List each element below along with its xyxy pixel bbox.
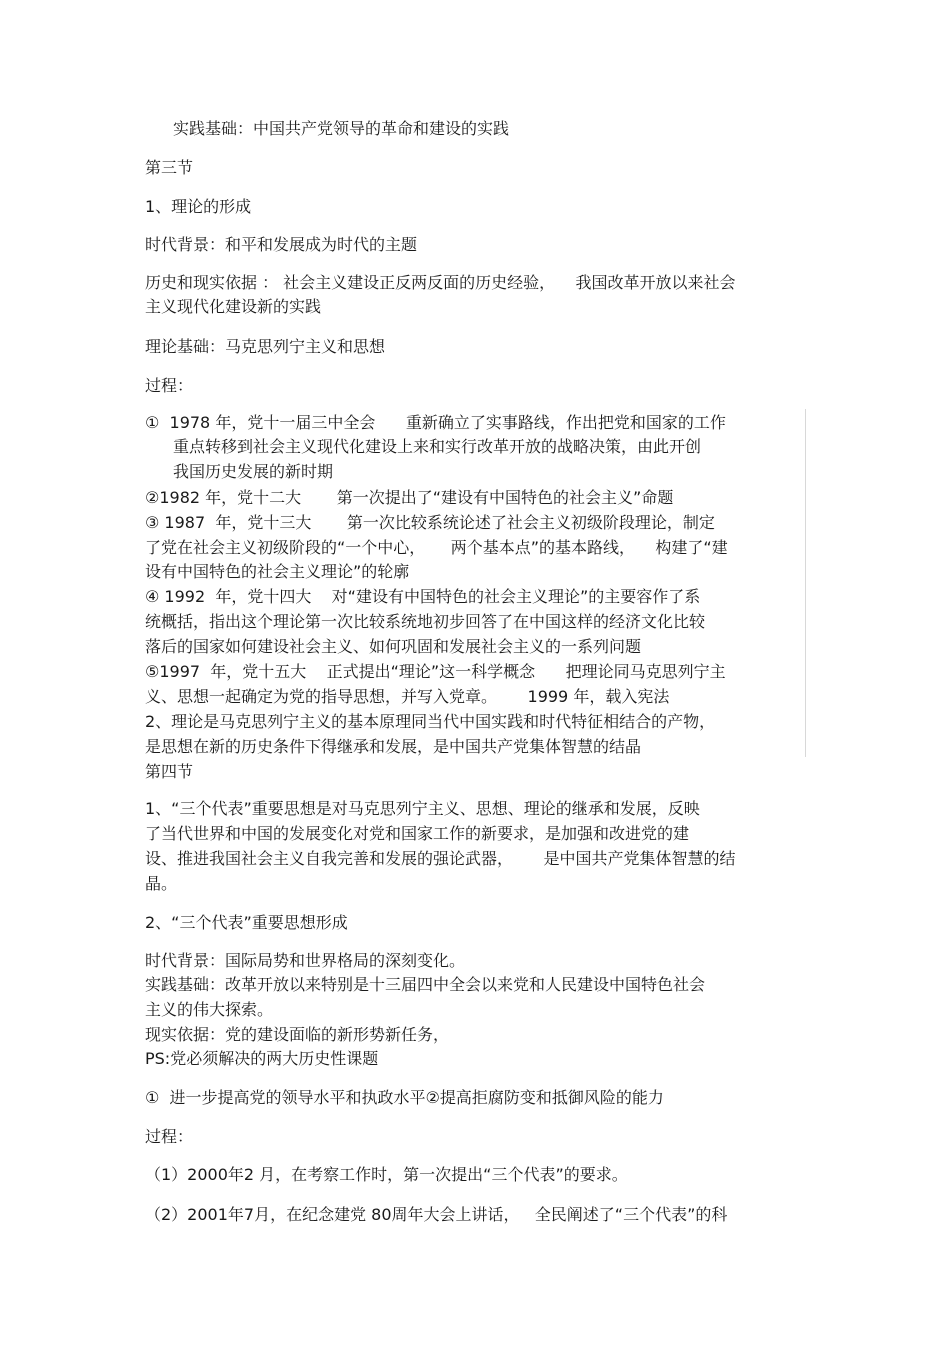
text-line: 时代背景：国际局势和世界格局的深刻变化。 [145, 951, 466, 970]
list-item: ⑤1997 年，党十五大 正式提出“理论”这一科学概念 把理论同马克思列宁主 [145, 662, 726, 681]
section-heading: 第三节 [145, 158, 194, 177]
text-line: PS:党必须解决的两大历史性课题 [145, 1049, 379, 1068]
text-line: 设、推进我国社会主义自我完善和发展的强论武器， 是中国共产党集体智慧的结 [145, 849, 736, 868]
text-line: 实践基础：中国共产党领导的革命和建设的实践 [173, 119, 510, 138]
list-item: ②1982 年，党十二大 第一次提出了“建设有中国特色的社会主义”命题 [145, 488, 674, 507]
text-line: 2、理论是马克思列宁主义的基本原理同当代中国实践和时代特征相结合的产物， [145, 712, 716, 731]
text-line: 实践基础：改革开放以来特别是十三届四中全会以来党和人民建设中国特色社会 [145, 975, 706, 994]
list-item: ① 1978 年，党十一届三中全会 重新确立了实事路线，作出把党和国家的工作 [145, 413, 726, 432]
text-line: 重点转移到社会主义现代化建设上来和实行改革开放的战略决策，由此开创 [173, 437, 702, 456]
margin-rule [805, 409, 806, 757]
list-item: ④ 1992 年，党十四大 对“建设有中国特色的社会主义理论”的主要容作了系 [145, 587, 701, 606]
text-line: 过程： [145, 376, 194, 395]
text-line: 设有中国特色的社会主义理论”的轮廓 [145, 562, 410, 581]
text-line: 了党在社会主义初级阶段的“一个中心， 两个基本点”的基本路线， 构建了“建 [145, 538, 728, 557]
section-heading: 第四节 [145, 762, 194, 781]
text-line: 现实依据：党的建设面临的新形势新任务， [145, 1025, 450, 1044]
text-line: 统概括，指出这个理论第一次比较系统地初步回答了在中国这样的经济文化比较 [145, 612, 706, 631]
text-line: 2、“三个代表”重要思想形成 [145, 913, 348, 932]
list-item: （2）2001年7月，在纪念建党 80周年大会上讲话， 全民阐述了“三个代表”的科 [145, 1205, 728, 1224]
text-line: 历史和现实依据 ： 社会主义建设正反两反面的历史经验， 我国改革开放以来社会 [145, 273, 736, 292]
text-line: 落后的国家如何建设社会主义、如何巩固和发展社会主义的一系列问题 [145, 637, 642, 656]
text-line: 主义的伟大探索。 [145, 1000, 274, 1019]
text-line: 过程： [145, 1127, 194, 1146]
text-line: 是思想在新的历史条件下得继承和发展，是中国共产党集体智慧的结晶 [145, 737, 642, 756]
text-line: 了当代世界和中国的发展变化对党和国家工作的新要求，是加强和改进党的建 [145, 824, 690, 843]
text-line: 1、理论的形成 [145, 197, 252, 216]
text-line: 我国历史发展的新时期 [173, 462, 334, 481]
list-item: ③ 1987 年，党十三大 第一次比较系统论述了社会主义初级阶段理论，制定 [145, 513, 715, 532]
text-line: 理论基础：马克思列宁主义和思想 [145, 337, 386, 356]
text-line: 义、思想一起确定为党的指导思想，并写入党章。 1999 年，载入宪法 [145, 687, 670, 706]
text-line: 主义现代化建设新的实践 [145, 297, 322, 316]
list-item: （1）2000年2 月，在考察工作时，第一次提出“三个代表”的要求。 [145, 1165, 628, 1184]
list-item: ① 进一步提高党的领导水平和执政水平②提高拒腐防变和抵御风险的能力 [145, 1088, 664, 1107]
text-line: 1、“三个代表”重要思想是对马克思列宁主义、思想、理论的继承和发展，反映 [145, 799, 700, 818]
text-line: 晶。 [145, 874, 178, 893]
text-line: 时代背景：和平和发展成为时代的主题 [145, 235, 418, 254]
